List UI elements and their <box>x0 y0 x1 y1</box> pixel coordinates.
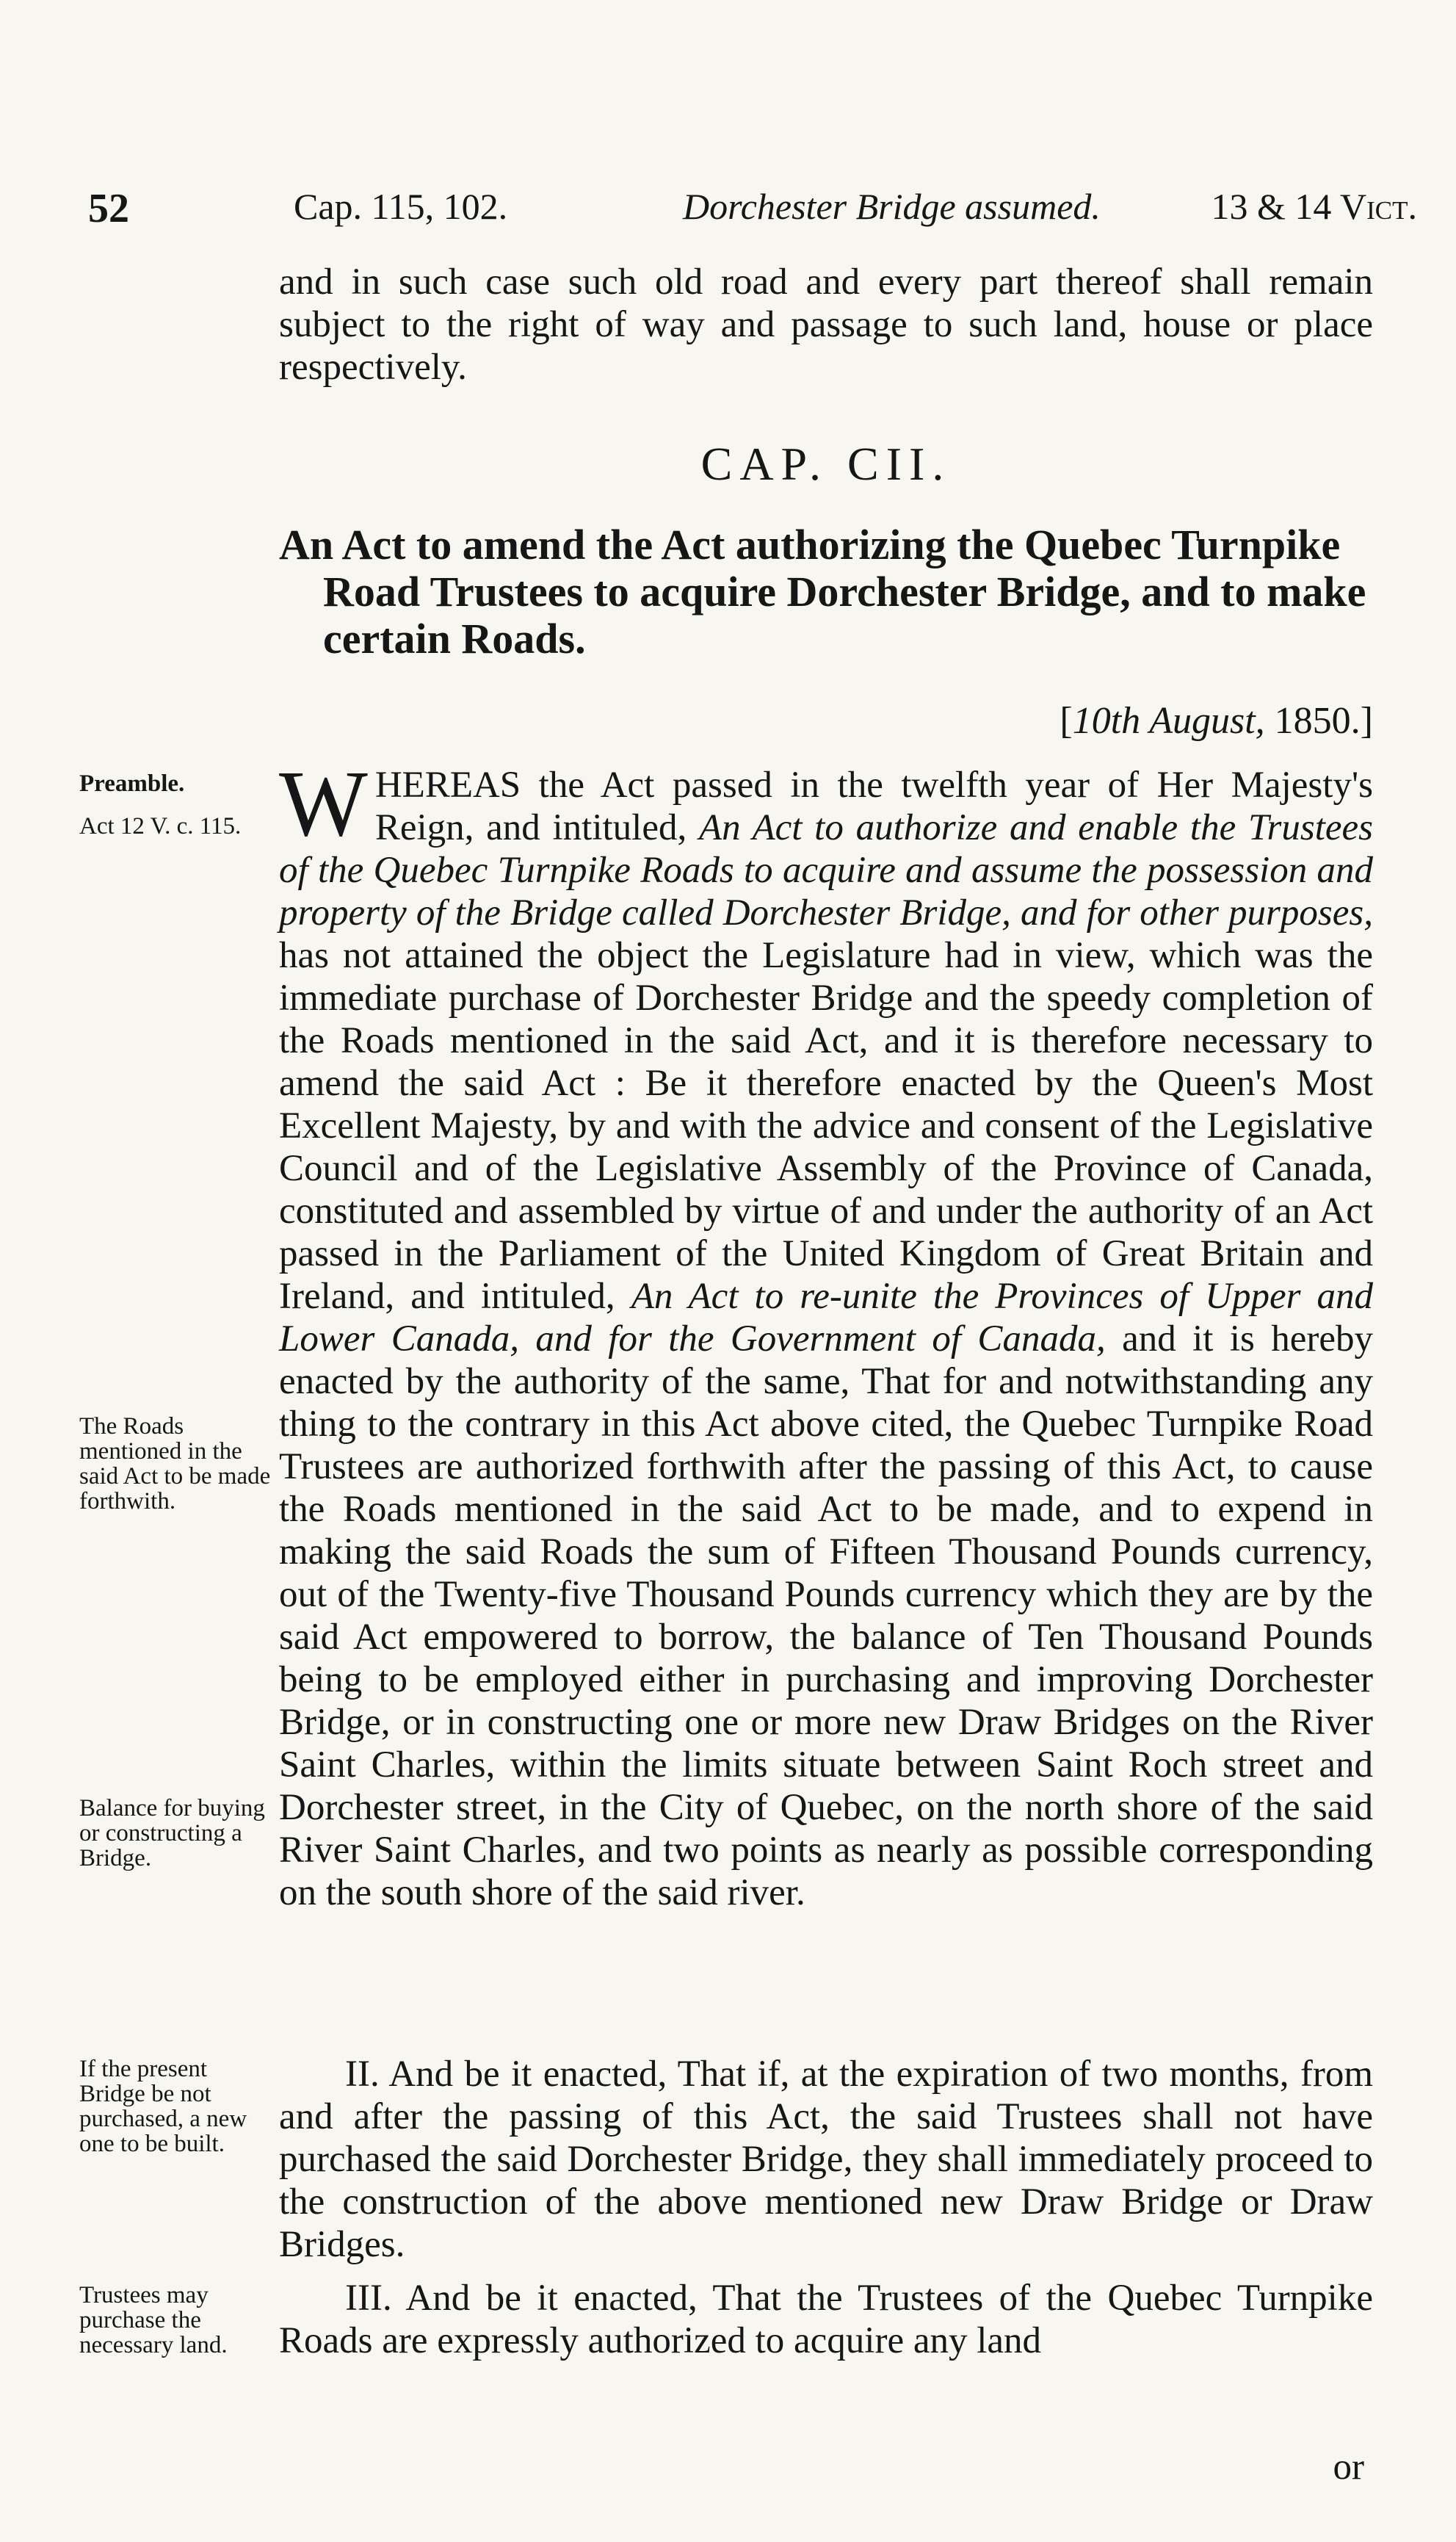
margin-note-new-bridge: If the present Bridge be not purchased, a new one to be built. <box>79 2056 247 2157</box>
catchword: or <box>1333 2447 1364 2488</box>
running-title: Dorchester Bridge assumed. <box>683 186 1101 227</box>
page-number: 52 <box>88 186 129 231</box>
preamble-text-1: HEREAS the Act passed in the twelfth year of Her Majesty's Reign, and intituled, <box>374 765 1373 848</box>
date-bracket: [ <box>1060 700 1073 742</box>
continuation-paragraph: and in such case such old road and every part thereof shall remain subject to the right of way and passage to such land, house or place respectively. <box>279 261 1373 388</box>
preamble-act-title-2: An Act to re-unite the Provinces of Upper and Lower Canada, and for the Government of Canada, <box>279 1276 1373 1360</box>
preamble-paragraph <box>279 751 1374 1914</box>
section-2: II. And be it enacted, That if, at the expiration of two months, from and after the passing of this Act, the said Trustees shall not have purchased the said Dorchester Bridge, they shall immediately proceed to the construction of the above mentioned new Draw Bridge or Draw Bridges. <box>279 2054 1373 2265</box>
chapter-heading: CAP. CII. <box>700 438 952 490</box>
preamble-act-title-1: An Act to authorize and enable the Trustees of the Quebec Turnpike Roads to acquire and assume the possession and property of the Bridge called Dorchester Bridge, and for other purposes, <box>279 807 1373 934</box>
preamble-text-2: has not attained the object the Legislature had in view, which was the immediate purchase of Dorchester Bridge and the speedy completion of the Roads mentioned in the said Act, and it is therefore necessary to amend the said Act : Be it therefore enacted by the Queen's Most Excellent Majesty, by and with the advice and consent of the Legislative Council and of the Legislative Assembly of the Province of Canada, constituted and assembled by virtue of and under the authority of an Act passed in the Parliament of the United Kingdom of Great Britain and Ireland, and intituled, <box>279 935 1373 1317</box>
margin-note-act-reference: Act 12 V. c. 115. <box>79 813 242 839</box>
assent-date <box>1060 699 1373 743</box>
chapter-reference: Cap. 115, 102. <box>294 186 508 227</box>
margin-note-balance: Balance for buying or constructing a Bridge. <box>79 1795 265 1871</box>
margin-note-preamble: Preamble. <box>79 770 185 797</box>
margin-note-roads: The Roads mentioned in the said Act to be made forthwith. <box>79 1413 271 1514</box>
drop-cap: W <box>279 751 368 856</box>
date-day: 10th August, <box>1072 700 1265 742</box>
preamble-text-3: and it is hereby enacted by the authority of the same, That for and notwithstanding any thing to the contrary in this Act above cited, the Quebec Turnpike Road Trustees are authorized forthwith after the passing of this Act, to cause the Roads mentioned in the said Act to be made, and to expend in making the said Roads the sum of Fifteen Thousand Pounds currency, out of the Twenty-five Thousand Pounds currency which they are by the said Act empowered to borrow, the balance of Ten Thousand Pounds being to be employed either in purchasing and improving Dorchester Bridge, or in constructing one or more new Draw Bridges on the River Saint Charles, within the limits situate between Saint Roch street and Dorchester street, in the City of Quebec, on the north shore of the said River Saint Charles, and two points as nearly as possible corresponding on the south shore of the said river. <box>279 1318 1374 1913</box>
act-title: An Act to amend the Act authorizing the Quebec Turnpike Road Trustees to acquire Dorchester Bridge, and to make certain Roads. <box>279 521 1366 662</box>
page-header <box>88 185 1417 236</box>
date-year: 1850.] <box>1264 700 1373 742</box>
section-3: III. And be it enacted, That the Trustees of the Quebec Turnpike Roads are expressly authorized to acquire any land <box>279 2278 1373 2361</box>
margin-note-trustees: Trustees may purchase the necessary land. <box>79 2282 228 2358</box>
session-reference: 13 & 14 Vict. <box>1211 186 1417 227</box>
